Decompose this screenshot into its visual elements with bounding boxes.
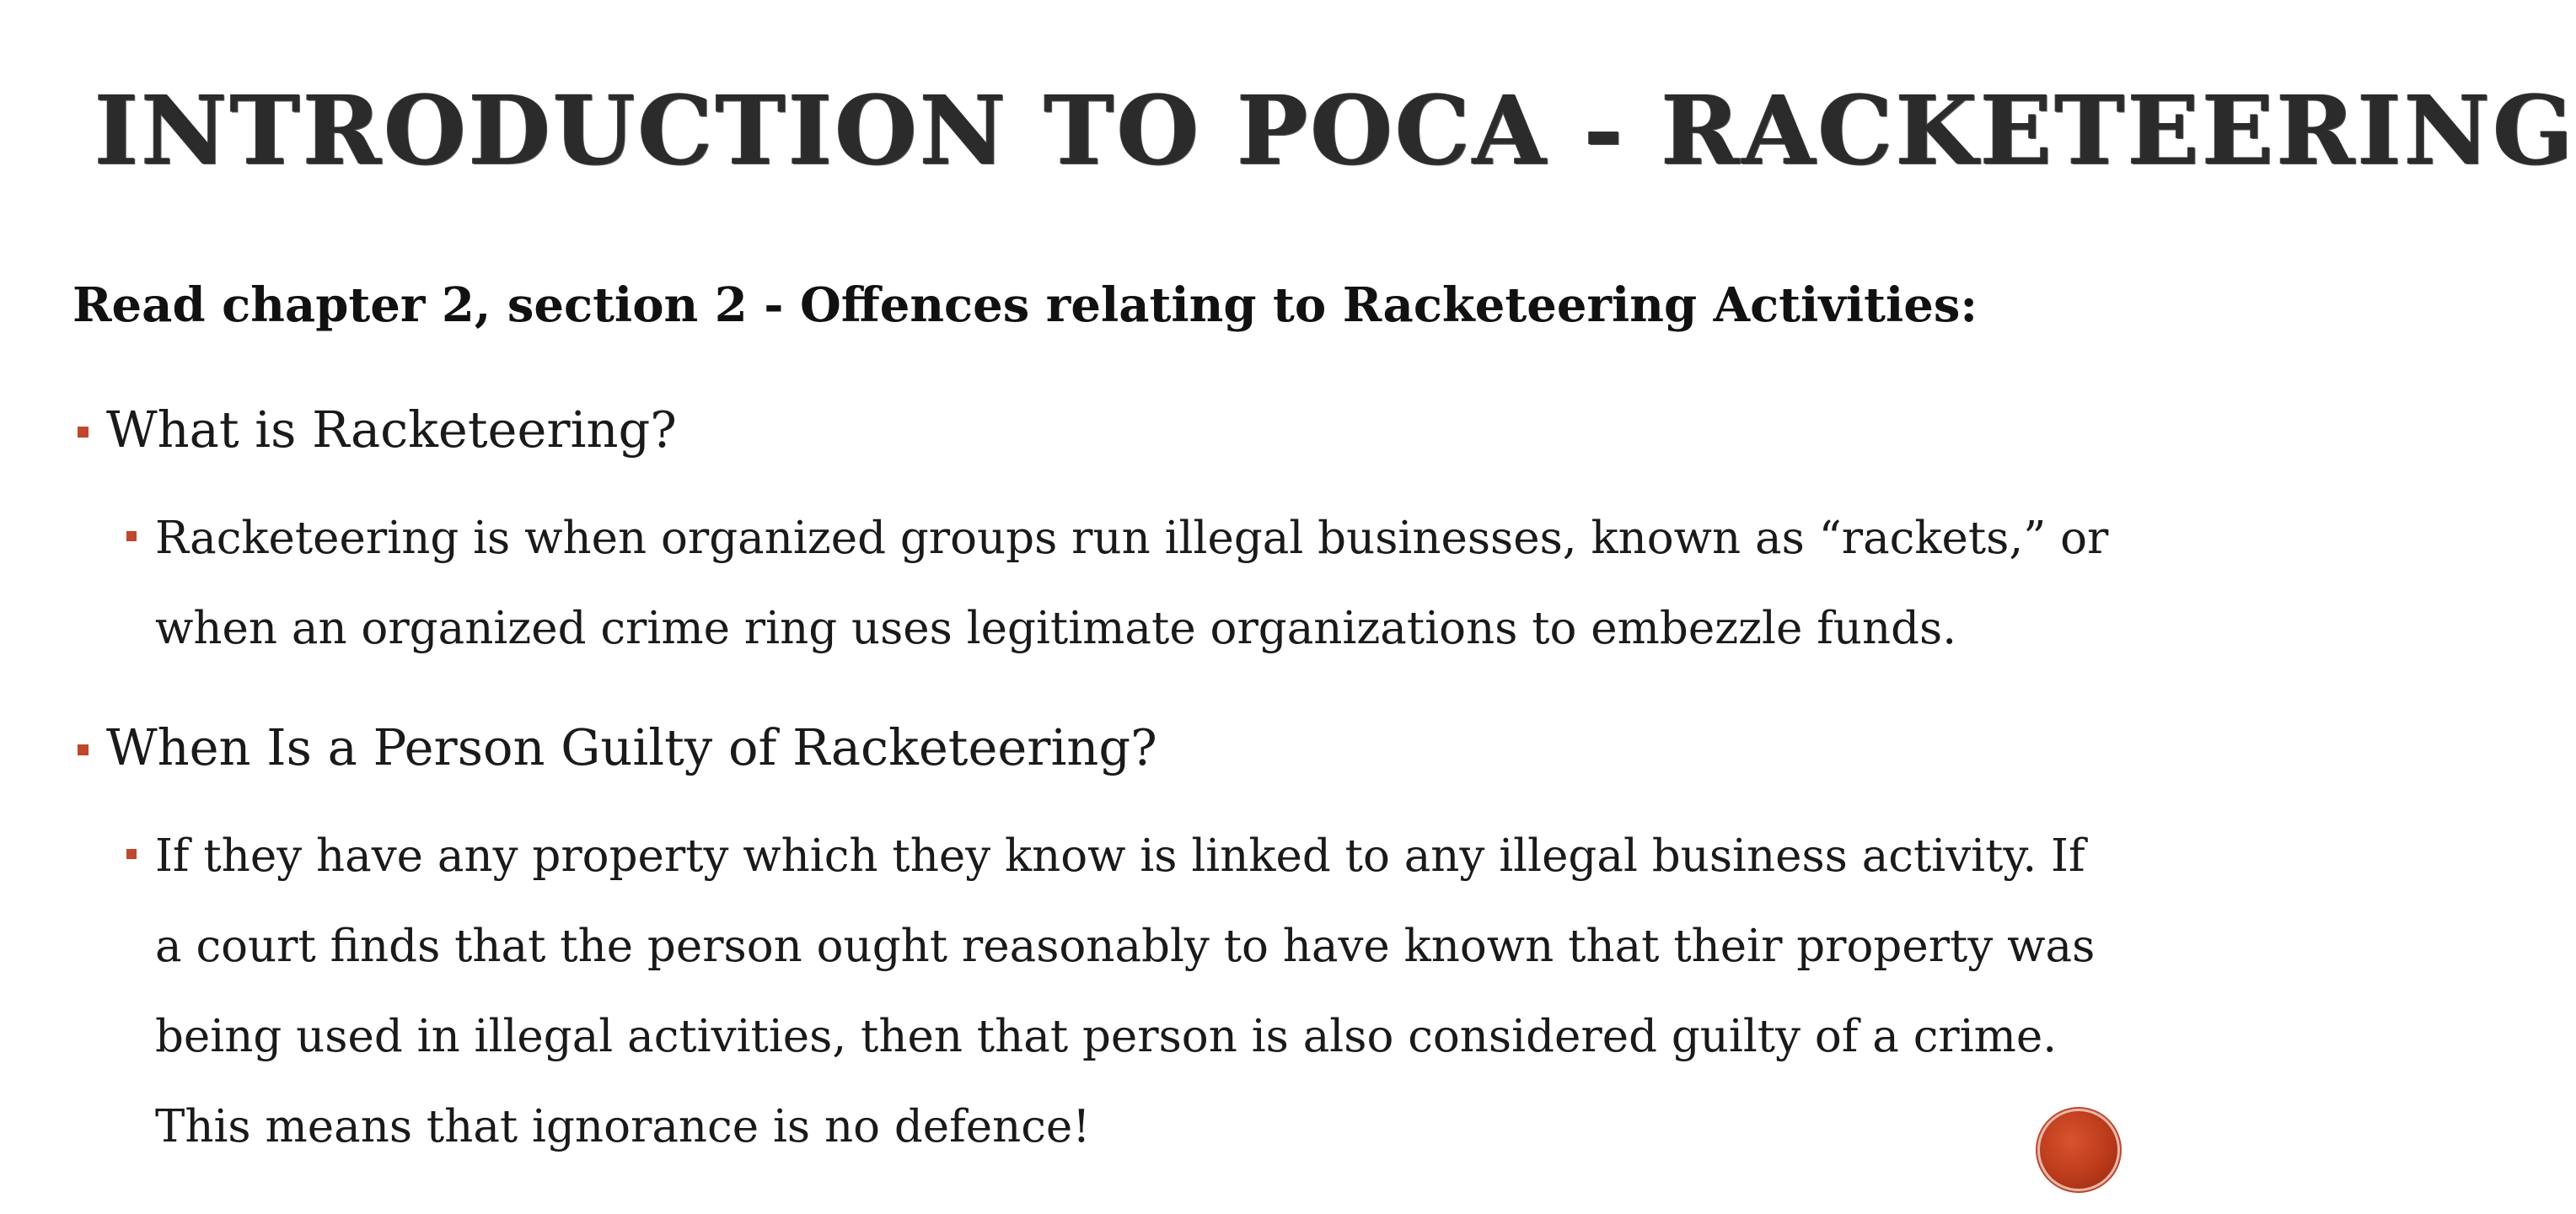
circle-nav-icon[interactable] [2040,1111,2117,1189]
sub-bullet-racketeering-definition [155,493,2119,674]
sub-bullet-guilt-explanation [155,811,2119,1172]
square-bullet-icon [126,849,137,859]
bullet-text: What is Racketeering? [106,400,677,459]
square-bullet-icon [78,427,89,438]
sub-bullet-text: If they have any property which they know is linked to any illegal business activity. If a court finds that the person ought reasonably to have known that their property was being used in illegal activities, then that person is also considered guilty of a crime. This means that ignorance is no defence! [155,830,2096,1152]
square-bullet-icon [126,531,137,541]
bullet-when-guilty [106,714,1157,782]
slide-subtitle: Read chapter 2, section 2 - Offences relating to Racketeering Activities: [72,277,1978,333]
bullet-what-is-racketeering [106,396,677,464]
square-bullet-icon [78,744,89,755]
sub-bullet-text: Racketeering is when organized groups run illegal businesses, known as “rackets,” or when an organized crime ring uses legitimate organizations to embezzle funds. [155,513,2109,654]
bullet-text: When Is a Person Guilty of Racketeering? [106,718,1157,776]
slide-title: INTRODUCTION TO POCA - RACKETEERING [94,76,2576,186]
